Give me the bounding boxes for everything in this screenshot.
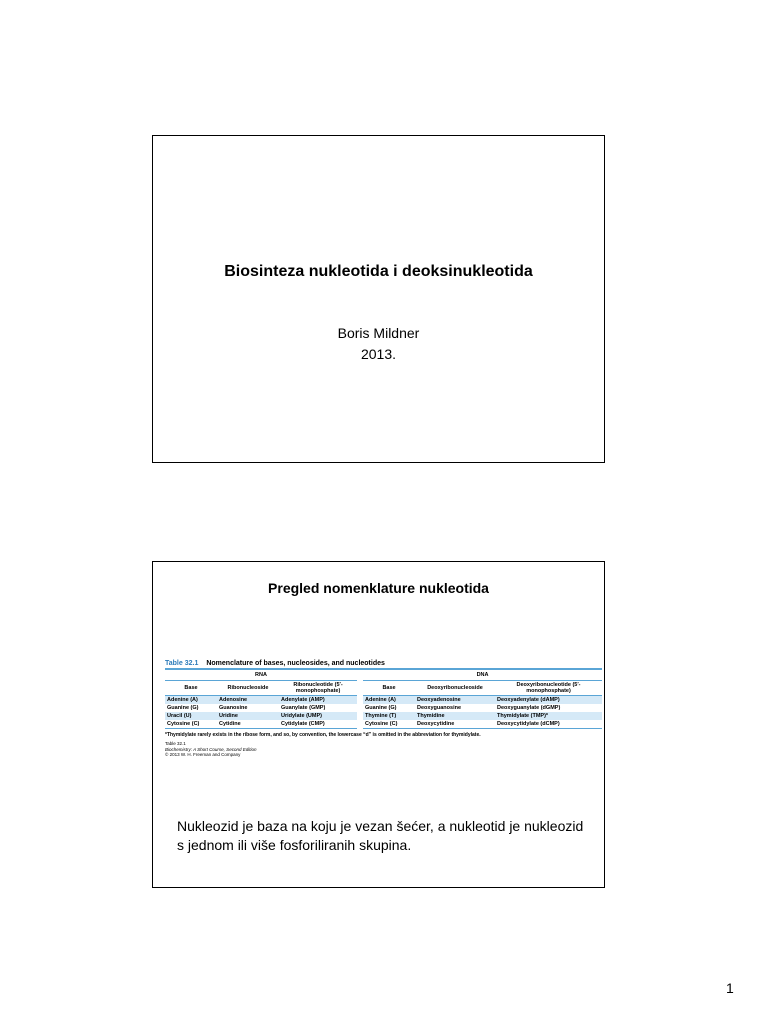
table-cell: Uridine [217,712,279,720]
table-cell: Deoxyguanylate (dGMP) [497,705,561,711]
presentation-year: 2013. [360,346,397,362]
table-cell: Adenosine [217,696,279,705]
table-cell: Cytosine (C) [165,720,217,729]
table-footnote: *Thymidylate rarely exists in the ribose form, and so, by convention, the lowercase “d” is omitted in the abbreviation for thymidylate. [165,732,481,738]
table-caption-text: Nomenclature of bases, nucleosides, and nucleotides [206,660,385,667]
table-cell: Adenine (A) [363,696,415,705]
author-name: Boris Mildner [337,325,420,341]
slide-nomenclature [152,561,605,888]
table-cell: Deoxycytidine [415,720,495,729]
table-row [165,712,602,720]
table-cell: Cytosine (C) [363,720,415,729]
group-header-dna: DNA [363,670,602,681]
table-cell: Guanine (G) [365,705,397,711]
source-line: © 2013 W. H. Freeman and Company [165,752,241,757]
table-cell: Deoxyadenylate (dAMP) [495,696,602,705]
column-header: Ribonucleotide (5′-monophosphate) [279,681,357,696]
table-cell: Guanosine [219,705,248,711]
table-cell: Deoxyguanosine [417,705,462,711]
column-header: Deoxyribonucleotide (5′-monophosphate) [495,681,602,696]
table-cell: Thymine (T) [363,712,415,720]
column-header: Ribonucleoside [217,681,279,696]
table-caption [165,660,602,667]
nomenclature-table [165,670,602,729]
table-label: Table 32.1 [165,660,199,667]
table-cell: Guanylate (GMP) [281,705,326,711]
table-row [165,720,602,729]
table-source [165,741,602,758]
table-cell: Uridylate (UMP) [279,712,357,720]
table-cell: Cytidylate (CMP) [279,720,357,729]
column-header: Base [165,681,217,696]
column-header: Base [363,681,415,696]
slide-body-text: Nukleozid je baza na koju je vezan šećer, a nukleotid je nukleozid s jednom ili više fosforiliranih skupina. [177,818,584,853]
table-cell: Deoxycytidylate (dCMP) [495,720,602,729]
column-header: Deoxyribonucleoside [415,681,495,696]
table-cell: Uracil (U) [165,712,217,720]
table-row [165,696,602,705]
table-cell: Cytidine [217,720,279,729]
table-cell: Adenylate (AMP) [279,696,357,705]
table-cell: Deoxyadenosine [415,696,495,705]
source-line: Table 32.1 [165,741,186,746]
source-line: Biochemistry: A Short Course, Second Edition [165,746,257,752]
nomenclature-table-figure [165,660,602,758]
presentation-title: Biosinteza nukleotida i deoksinukleotida [224,263,533,280]
page-number: 1 [726,980,734,996]
table-cell: Thymidine [415,712,495,720]
table-cell: Adenine (A) [165,696,217,705]
slide-heading: Pregled nomenklature nukleotida [268,580,489,596]
table-row [165,704,602,712]
table-cell: Thymidylate (TMP)* [495,712,602,720]
group-header-rna: RNA [165,670,357,681]
slide-title [152,135,605,463]
table-cell: Guanine (G) [167,705,199,711]
